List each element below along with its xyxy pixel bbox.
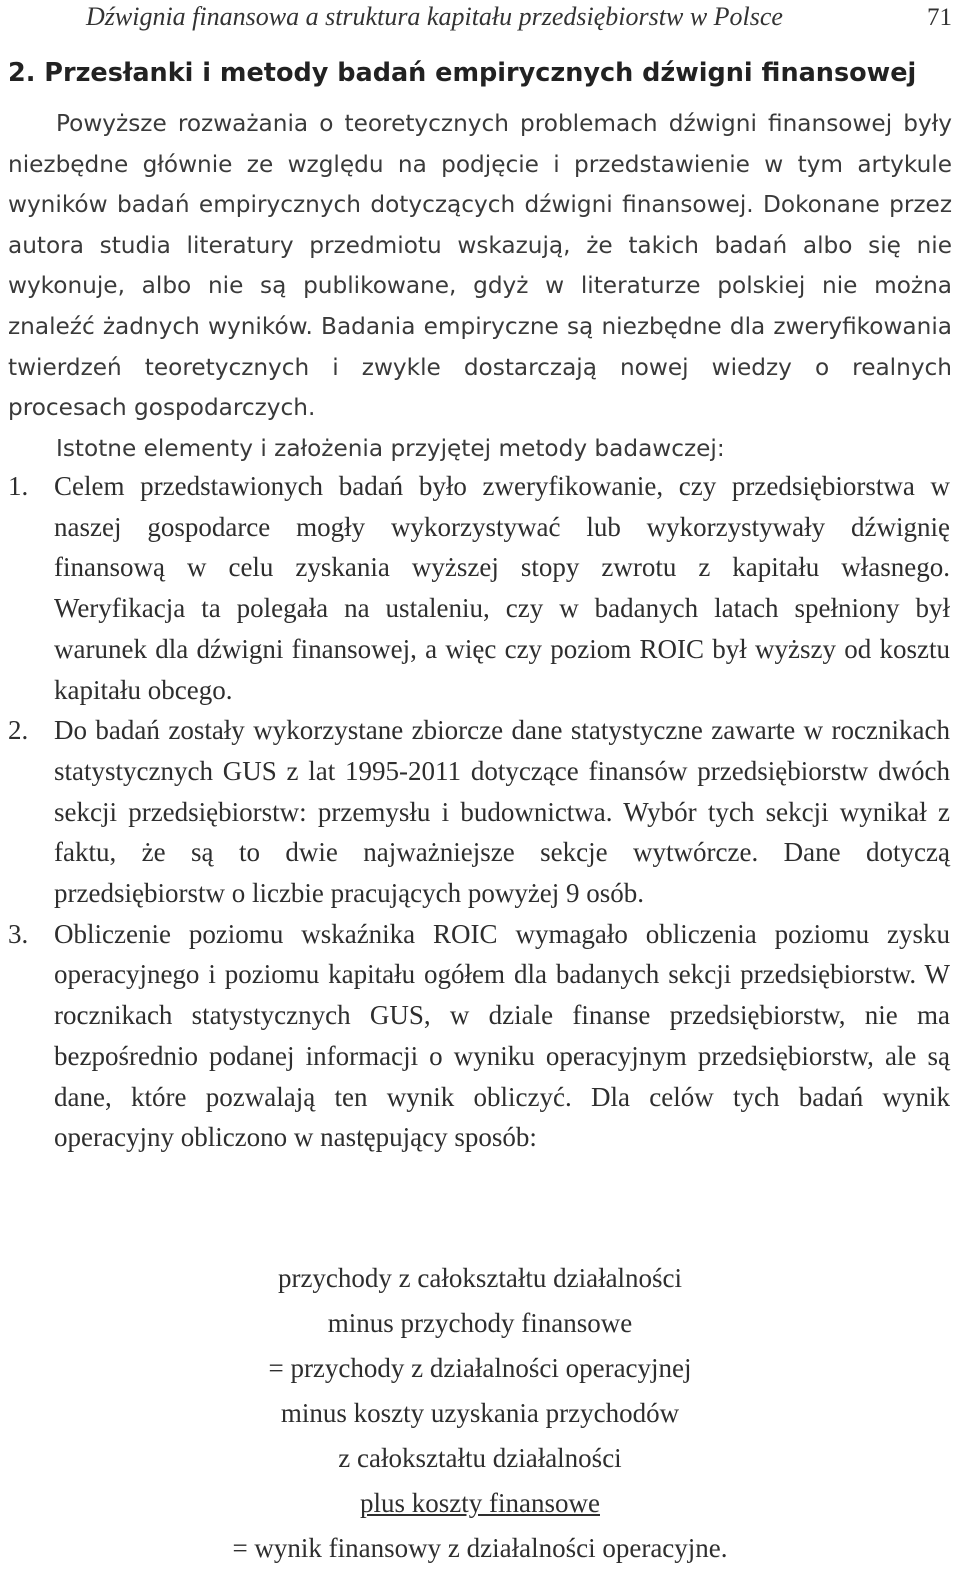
page-number: 71 <box>927 4 952 31</box>
list-item <box>8 710 950 914</box>
section-body <box>8 104 952 469</box>
formula-line: z całokształtu działalności <box>338 1443 622 1473</box>
section-heading: 2. Przesłanki i metody badań empirycznych dźwigni finansowej <box>8 58 917 88</box>
list-item <box>8 914 950 1158</box>
list-item-text: Do badań zostały wykorzystane zbiorcze dane statystyczne zawarte w rocznikach statystycznych GUS z lat 1995-2011 dotyczące finansów przedsiębiorstw dwóch sekcji przedsiębiorstw: przemysłu i budownictwa. Wybór tych sekcji wynikał z faktu, że są to dwie najważniejsze sekcje wytwórcze. Dane dotyczą przedsiębiorstw o liczbie pracujących powyżej 9 osób. <box>54 715 950 909</box>
running-header <box>86 2 952 38</box>
running-header-title: Dźwignia finansowa a struktura kapitału przedsiębiorstw w Polsce <box>86 2 783 31</box>
formula-line: = przychody z działalności operacyjnej <box>268 1353 692 1383</box>
paragraph: Powyższe rozważania o teoretycznych problemach dźwigni finansowej były niezbędne głównie ze względu na podjęcie i przedstawienie w tym artykule wyników badań empirycznych dotyczących dźwigni finansowej. Dokonane przez autora studia literatury przedmiotu wskazują, że takich badań albo się nie wykonuje, albo nie są publikowane, gdyż w literaturze polskiej nie można znaleźć żadnych wyników. Badania empiryczne są niezbędne dla zweryfikowania twierdzeń teoretycznych i zwykle dostarczają nowej wiedzy o realnych procesach gospodarczych. <box>8 110 952 422</box>
list-item-number: 3. <box>8 918 29 949</box>
list-item-number: 1. <box>8 471 29 501</box>
method-list <box>8 466 950 1158</box>
formula-line: minus przychody finansowe <box>327 1308 633 1338</box>
formula-line: plus koszty finansowe <box>360 1488 600 1518</box>
formula-line: = wynik finansowy z działalności operacyjne. <box>232 1533 728 1563</box>
list-item <box>8 466 950 710</box>
list-item-number: 2. <box>8 715 29 746</box>
paragraph: Istotne elementy i założenia przyjętej metody badawczej: <box>56 434 725 462</box>
formula-line: przychody z całokształtu działalności <box>277 1263 683 1293</box>
list-item-text: Celem przedstawionych badań było zweryfikowanie, czy przedsiębiorstwa w naszej gospodarce mogły wykorzystywać lub wykorzystywały dźwignię finansową w celu zyskania wyższej stopy zwrotu z kapitału własnego. Weryfikacja ta polegała na ustaleniu, czy w badanych latach spełniony był warunek dla dźwigni finansowej, a więc czy poziom ROIC był wyższy od kosztu kapitału obcego. <box>54 471 950 705</box>
formula-line: minus koszty uzyskania przychodów <box>280 1398 680 1428</box>
formula-block <box>0 1256 960 1571</box>
list-item-text: Obliczenie poziomu wskaźnika ROIC wymagało obliczenia poziomu zysku operacyjnego i poziomu kapitału ogółem dla badanych sekcji przedsiębiorstw. W rocznikach statystycznych GUS, w dziale finanse przedsiębiorstw, nie ma bezpośrednio podanej informacji o wyniku operacyjnym przedsiębiorstw, ale są dane, które pozwalają ten wynik obliczyć. Dla celów tych badań wynik operacyjny obliczono w następujący sposób: <box>54 918 950 1153</box>
